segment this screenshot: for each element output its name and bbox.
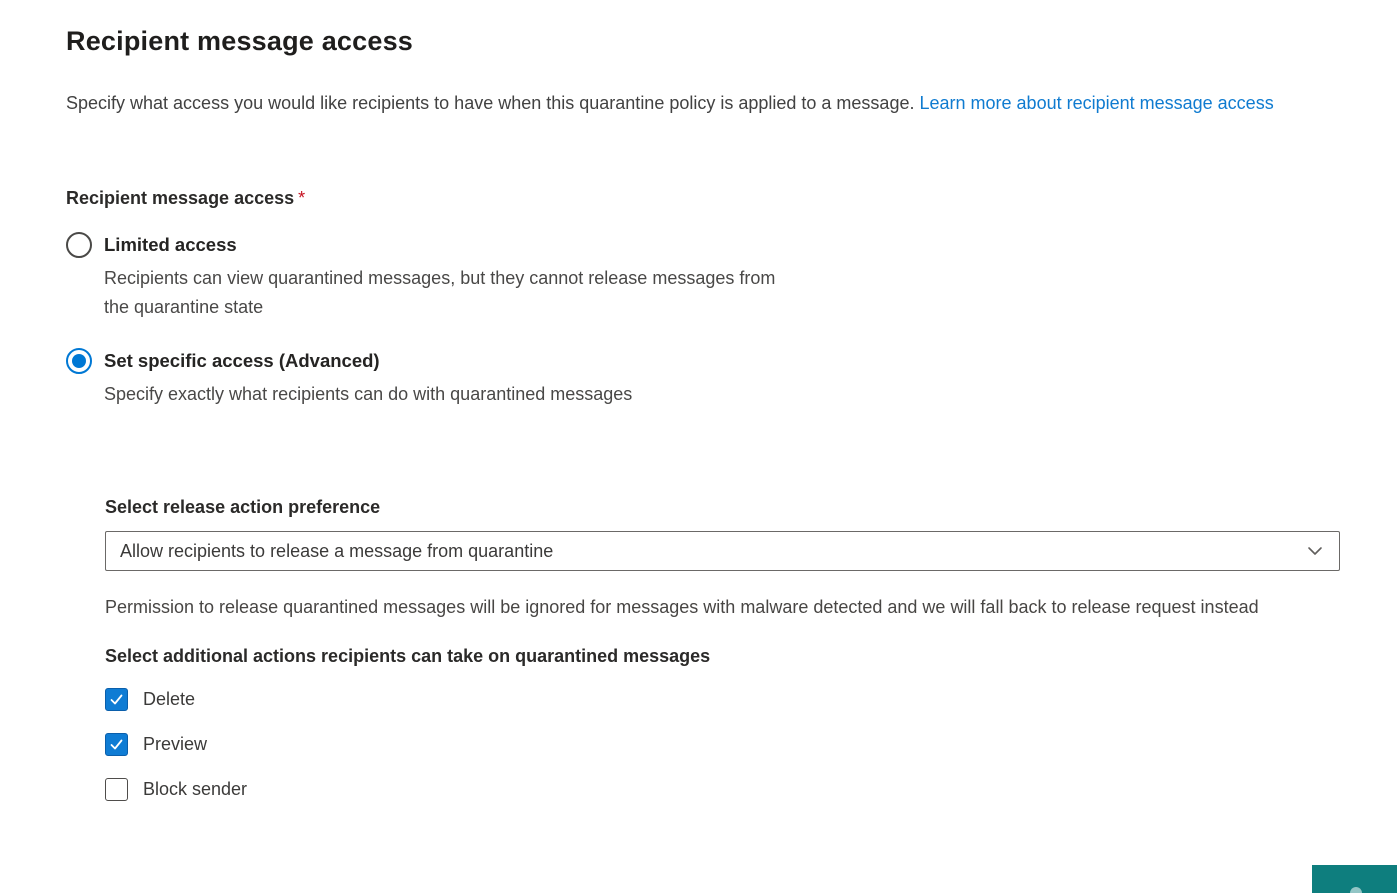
advanced-access-section (105, 495, 1397, 801)
learn-more-link[interactable]: Learn more about recipient message access (919, 93, 1274, 113)
checkbox-block-sender[interactable] (105, 778, 128, 801)
radio-description: Recipients can view quarantined messages, but they cannot release messages from the quarantine state (104, 268, 776, 317)
radio-option-set-specific-access[interactable] (66, 348, 1397, 409)
checkmark-icon (109, 692, 124, 707)
checkbox-row-delete[interactable] (105, 688, 1397, 711)
radio-button-set-specific-access[interactable] (66, 348, 92, 374)
checkbox-label: Block sender (143, 779, 248, 799)
checkbox-label: Preview (143, 734, 208, 754)
release-permission-note: Permission to release quarantined messages will be ignored for messages with malware detected and we will fall back to release request instead (105, 597, 1259, 617)
radio-label: Set specific access (Advanced) (104, 350, 380, 371)
checkbox-row-preview[interactable] (105, 733, 1397, 756)
checkmark-icon (109, 737, 124, 752)
release-preference-label: Select release action preference (105, 497, 381, 517)
radio-description: Specify exactly what recipients can do with quarantined messages (104, 384, 633, 404)
checkbox-preview[interactable] (105, 733, 128, 756)
access-field-label (66, 186, 1397, 210)
checkbox-delete[interactable] (105, 688, 128, 711)
checkbox-row-block-sender[interactable] (105, 778, 1397, 801)
additional-actions-label: Select additional actions recipients can take on quarantined messages (105, 646, 711, 666)
dropdown-selected-value: Allow recipients to release a message from quarantine (120, 540, 554, 561)
access-radio-group (66, 232, 1397, 409)
radio-button-limited-access[interactable] (66, 232, 92, 258)
radio-selected-dot (72, 354, 86, 368)
additional-actions-checkbox-list (105, 688, 1397, 801)
page-description (66, 89, 1286, 118)
access-field-label-text: Recipient message access (66, 188, 295, 208)
required-asterisk: * (298, 188, 306, 208)
checkbox-label: Delete (143, 689, 196, 709)
chevron-down-icon (1307, 543, 1323, 559)
radio-label: Limited access (104, 234, 237, 255)
page-description-text: Specify what access you would like recipients to have when this quarantine policy is applied to a message. (66, 93, 915, 113)
help-button[interactable] (1312, 865, 1397, 893)
release-preference-dropdown[interactable] (105, 531, 1340, 571)
radio-option-limited-access[interactable] (66, 232, 1397, 322)
help-icon (1350, 887, 1362, 893)
page-title: Recipient message access (66, 26, 414, 56)
